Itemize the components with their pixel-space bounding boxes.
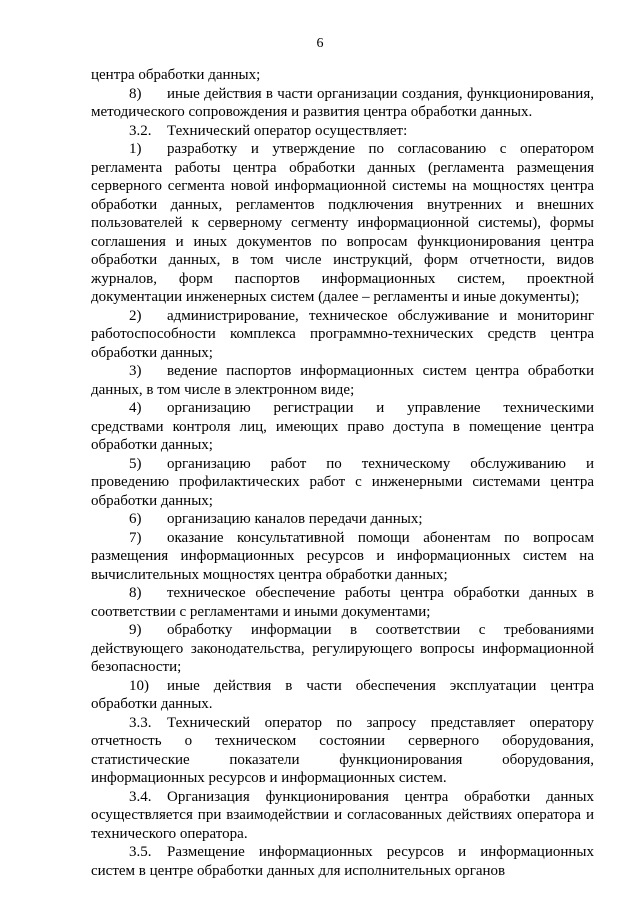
section-number: 3.3. — [129, 714, 152, 731]
paragraph-text: центра обработки данных; — [91, 67, 261, 83]
item-number: 9) — [129, 622, 142, 638]
item-number: 2) — [129, 307, 142, 324]
list-item-3 — [91, 362, 594, 399]
list-item-9 — [91, 621, 594, 677]
paragraph-text: иные действия в части организации создания, функционирования, методического сопровождения и развития центра обработки данных. — [91, 85, 594, 120]
paragraph-text: Размещение информационных ресурсов и информационных систем в центре обработки данных для исполнительных органов — [91, 844, 594, 879]
item-number: 1) — [129, 141, 142, 157]
list-item-6 — [91, 510, 594, 529]
item-number: 10) — [129, 677, 149, 694]
paragraph-text: техническое обеспечение работы центра обработки данных в соответствии с регламентами и иными документами; — [91, 585, 594, 620]
section-number: 3.2. — [129, 122, 152, 139]
paragraph-text: разработку и утверждение по согласованию с оператором регламента работы центра обработки данных (регламента размещения серверного сегмента новой информационной системы на мощностях центра обработки данных, регламентов подключения внутренних и внешних пользователей к серверному сегменту информационной системы), формы соглашения и иных документов по вопросам функционирования центра обработки данных, в том числе инструкций, форм отчетности, видов журналов, форм паспортов информационных систем, проектной документации инженерных систем (далее – регламенты и иные документы); — [91, 141, 594, 305]
list-item-5 — [91, 455, 594, 511]
item-number: 8) — [129, 585, 142, 601]
paragraph-text: оказание консультативной помощи абонентам по вопросам размещения информационных ресурсов и информационных систем на вычислительных мощностях центра обработки данных; — [91, 529, 594, 583]
paragraph-continuation — [91, 66, 594, 85]
paragraph-text: Организация функционирования центра обработки данных осуществляется при взаимодействии и согласованных действиях оператора и технического оператора. — [91, 788, 594, 842]
list-item-8 — [91, 584, 594, 621]
section-number: 3.5. — [129, 844, 152, 860]
item-number: 4) — [129, 400, 142, 416]
paragraph-text: Технический оператор осуществляет: — [167, 122, 408, 139]
section-3-2 — [91, 122, 594, 141]
list-item-2 — [91, 307, 594, 363]
document-body — [91, 66, 594, 880]
list-item-4 — [91, 399, 594, 455]
list-item-1 — [91, 140, 594, 307]
item-number: 3) — [129, 363, 142, 379]
section-3-3 — [91, 714, 594, 788]
section-number: 3.4. — [129, 788, 152, 805]
paragraph-text: администрирование, техническое обслуживание и мониторинг работоспособности комплекса программно-технических средств центра обработки данных; — [91, 307, 594, 361]
paragraph-text: организацию работ по техническому обслуживанию и проведению профилактических работ с инженерными системами центра обработки данных; — [91, 455, 594, 509]
paragraph-text: обработку информации в соответствии с требованиями действующего законодательства, регулирующего вопросы информационной безопасности; — [91, 622, 594, 675]
item-number: 7) — [129, 529, 142, 546]
list-item-8-org — [91, 85, 594, 122]
paragraph-text: иные действия в части обеспечения эксплуатации центра обработки данных. — [91, 677, 594, 712]
section-3-4 — [91, 788, 594, 844]
page-number: 6 — [316, 36, 324, 51]
paragraph-text: ведение паспортов информационных систем центра обработки данных, в том числе в электронном виде; — [91, 363, 594, 398]
list-item-7 — [91, 529, 594, 585]
section-3-5 — [91, 843, 594, 880]
paragraph-text: организацию регистрации и управление техническими средствами контроля лиц, имеющих право доступа в помещение центра обработки данных; — [91, 400, 594, 453]
item-number: 5) — [129, 455, 142, 472]
item-number: 8) — [129, 85, 142, 102]
paragraph-text: Технический оператор по запросу представляет оператору отчетность о техническом состоянии серверного оборудования, статистические показатели функционирования оборудования, информационных ресурсов и информационных систем. — [91, 714, 594, 786]
item-number: 6) — [129, 511, 142, 527]
list-item-10 — [91, 677, 594, 714]
paragraph-text: организацию каналов передачи данных; — [167, 511, 423, 527]
